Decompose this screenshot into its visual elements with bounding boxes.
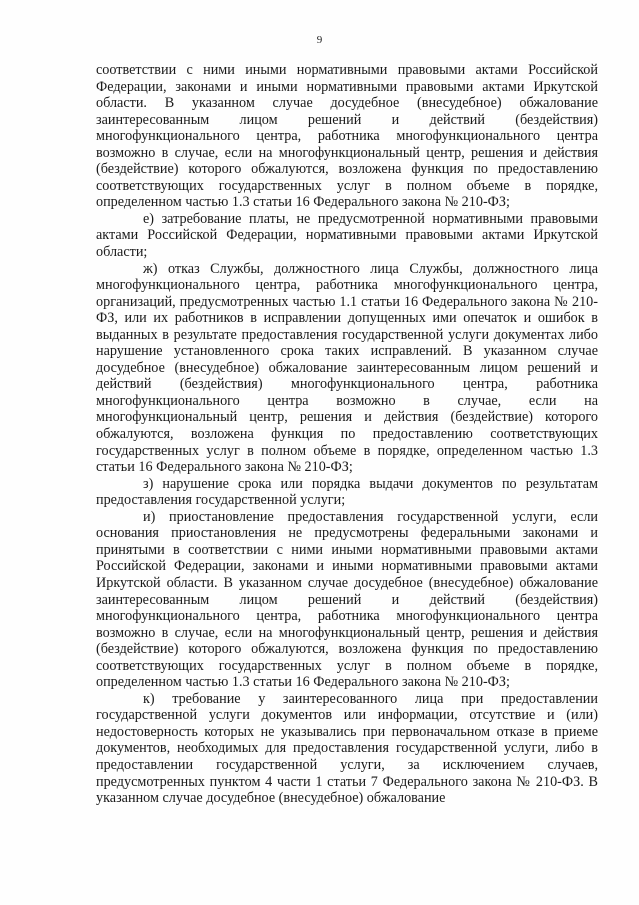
paragraph-item-z: з) нарушение срока или порядка выдачи документов по результатам предоставления государственной услуги; — [96, 475, 598, 509]
document-body — [96, 62, 598, 807]
page-number: 9 — [316, 34, 323, 46]
paragraph-item-k: к) требование у заинтересованного лица при предоставлении государственной услуги документов или информации, отсутствие и (или) недостоверность которых не указывались при первоначальном отказе в приеме документов, необходимых для предоставления государственной услуги, либо в предоставлении государственной услуги, за исключением случаев, предусмотренных пунктом 4 части 1 статьи 7 Федерального закона № 210-ФЗ. В указанном случае досудебное (внесудебное) обжалование — [96, 690, 598, 807]
paragraph-item-e: е) затребование платы, не предусмотренной нормативными правовыми актами Российской Федерации, нормативными правовыми актами Иркутской области; — [96, 210, 598, 261]
paragraph-item-i: и) приостановление предоставления государственной услуги, если основания приостановления не предусмотрены федеральными законами и принятыми в соответствии с ними иными нормативными правовыми актами Российской Федерации, законами и иными нормативными правовыми актами Иркутской области. В указанном случае досудебное (внесудебное) обжалование заинтересованным лицом решений и действий (бездействия) многофункционального центра, работника многофункционального центра возможно в случае, если на многофункциональный центр, решения и действия (бездействие) которого обжалуются, возложена функция по предоставлению соответствующих государственных услуг в полном объеме в порядке, определенном частью 1.3 статьи 16 Федерального закона № 210-ФЗ; — [96, 508, 598, 691]
paragraph-continuation: соответствии с ними иными нормативными правовыми актами Российской Федерации, законами и иными нормативными правовыми актами Иркутской области. В указанном случае досудебное (внесудебное) обжалование заинтересованным лицом решений и действий (бездействия) многофункционального центра, работника многофункционального центра возможно в случае, если на многофункциональный центр, решения и действия (бездействие) которого обжалуются, возложена функция по предоставлению соответствующих государственных услуг в полном объеме в порядке, определенном частью 1.3 статьи 16 Федерального закона № 210-ФЗ; — [96, 62, 598, 211]
paragraph-item-zh: ж) отказ Службы, должностного лица Службы, должностного лица многофункционального центра, работника многофункционального центра, организаций, предусмотренных частью 1.1 статьи 16 Федерального закона № 210-ФЗ, или их работников в исправлении допущенных ими опечаток и ошибок в выданных в результате предоставления государственной услуги документах либо нарушение установленного срока таких исправлений. В указанном случае досудебное (внесудебное) обжалование заинтересованным лицом решений и действий (бездействия) многофункционального центра, работника многофункционального центра возможно в случае, если на многофункциональный центр, решения и действия (бездействие) которого обжалуются, возложена функция по предоставлению соответствующих государственных услуг в полном объеме в порядке, определенном частью 1.3 статьи 16 Федерального закона № 210-ФЗ; — [96, 260, 598, 476]
